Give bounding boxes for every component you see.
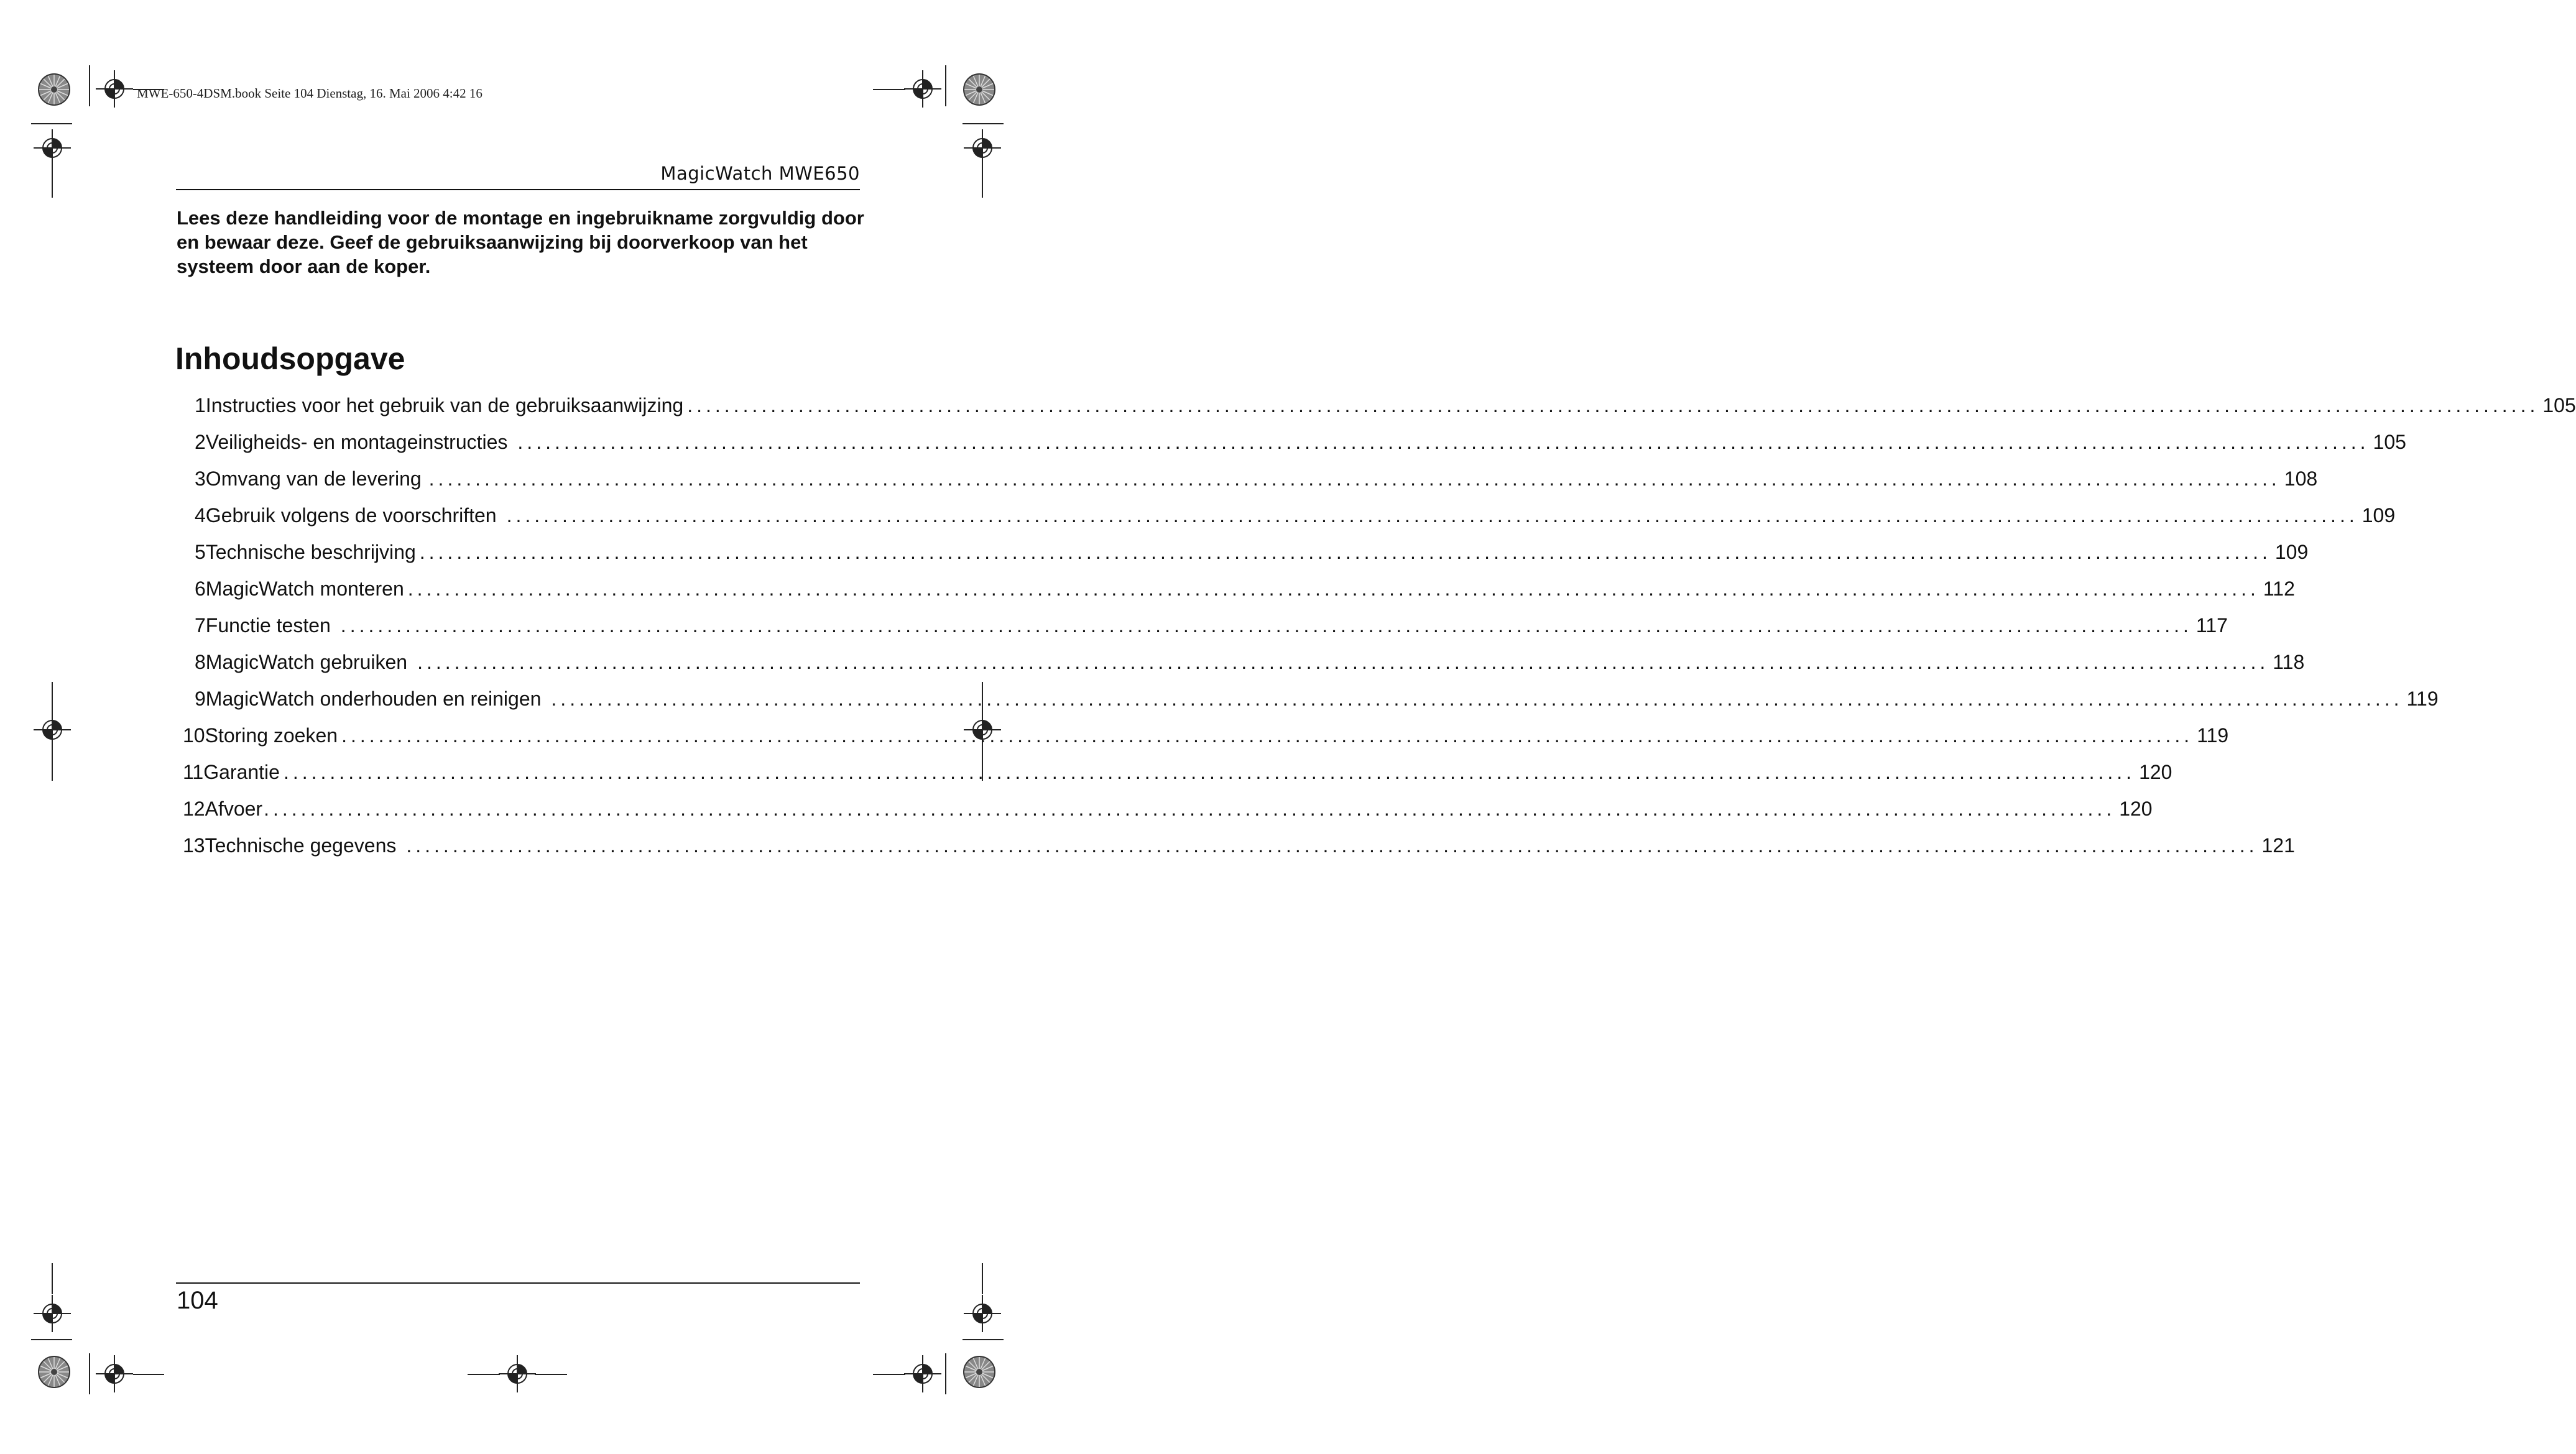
toc-entry-number: 2 (195, 431, 206, 453)
toc-entry[interactable] (195, 540, 2309, 564)
toc-leader-dots: ........................................................................................................................................................................................................ (406, 834, 2258, 857)
toc-entry-page: 121 (2261, 834, 2295, 857)
toc-leader-dots: ........................................................................................................................................................................................................ (517, 431, 2370, 453)
crop-mark (89, 65, 90, 106)
toc-entry-page: 109 (2274, 541, 2309, 563)
toc-entry-page: 109 (2361, 504, 2396, 527)
toc-entry-number: 12 (183, 798, 205, 820)
toc-title: Inhoudsopgave (175, 341, 405, 376)
crop-mark (982, 1263, 983, 1294)
registration-mark-icon (96, 70, 133, 108)
toc-entry-title: Omvang van de levering (205, 467, 422, 490)
toc-entry-title: Veiligheids- en montageinstructies (205, 431, 508, 453)
crop-mark (873, 1374, 905, 1375)
crop-mark (982, 167, 983, 198)
toc-entry-title: Gebruik volgens de voorschriften (205, 504, 497, 527)
crop-mark (468, 1374, 500, 1375)
crop-mark (31, 1339, 72, 1340)
toc-leader-dots: ........................................................................................................................................................................................................ (687, 394, 2539, 416)
toc-leader-dots: ........................................................................................................................................................................................................ (506, 504, 2358, 527)
registration-mark-icon (964, 129, 1001, 167)
toc-leader-dots: ........................................................................................................................................................................................................ (341, 724, 2194, 747)
toc-entry-page: 120 (2119, 798, 2153, 820)
crop-mark (535, 1374, 567, 1375)
crop-mark (963, 123, 1004, 124)
color-wheel-icon (37, 73, 71, 106)
toc-leader-dots: ........................................................................................................................................................................................................ (551, 688, 2403, 710)
running-header: MagicWatch MWE650 (660, 163, 860, 184)
toc-entry-page: 119 (2197, 724, 2229, 747)
toc-leader-dots: ........................................................................................................................................................................................................ (340, 614, 2192, 637)
crop-mark (52, 682, 53, 714)
page-number: 104 (177, 1287, 218, 1314)
toc-leader-dots: ........................................................................................................................................................................................................ (417, 651, 2269, 673)
toc-leader-dots: ........................................................................................................................................................................................................ (283, 761, 2136, 783)
toc-entry-title: Instructies voor het gebruik van de gebruiksaanwijzing (205, 394, 684, 416)
toc-entry-title: MagicWatch monteren (205, 577, 404, 600)
toc-leader-dots: ........................................................................................................................................................................................................ (419, 541, 2271, 563)
toc-entry-number: 1 (195, 394, 206, 416)
toc-entry[interactable] (195, 466, 2318, 491)
crop-mark (945, 65, 946, 106)
toc-entry-title: Functie testen (205, 614, 331, 637)
toc-entry-page: 105 (2542, 394, 2576, 416)
crop-mark (963, 1339, 1004, 1340)
color-wheel-icon (963, 73, 996, 106)
toc-entry-page: 108 (2284, 467, 2318, 490)
toc-entry[interactable] (183, 760, 2172, 785)
registration-mark-icon (34, 1295, 71, 1332)
toc-entry-title: Technische beschrijving (205, 541, 416, 563)
registration-mark-icon (34, 711, 71, 748)
toc-entry-number: 13 (183, 834, 205, 857)
toc-entry-number: 6 (195, 577, 206, 600)
toc-entry-title: MagicWatch onderhouden en reinigen (205, 688, 542, 710)
toc-entry-number: 5 (195, 541, 206, 563)
toc-entry-title: Technische gegevens (205, 834, 397, 857)
toc-entry[interactable] (195, 613, 2228, 638)
toc-entry-page: 119 (2406, 688, 2439, 710)
toc-entry[interactable] (183, 723, 2229, 748)
intro-paragraph: Lees deze handleiding voor de montage en ingebruikname zorgvuldig door en bewaar deze. Geef de gebruiksaanwijzing bij doorverkoop van het systeem door aan de koper. (177, 207, 864, 277)
toc-entry-page: 118 (2273, 651, 2305, 673)
toc-entry[interactable] (195, 430, 2406, 454)
registration-mark-icon (34, 129, 71, 167)
toc-entry-page: 117 (2195, 614, 2228, 637)
toc-entry-number: 3 (195, 467, 206, 490)
color-wheel-icon (37, 1355, 71, 1389)
crop-mark (31, 123, 72, 124)
toc-entry-number: 11 (183, 761, 204, 783)
toc-entry-page: 112 (2263, 577, 2295, 600)
book-file-meta: MWE-650-4DSM.book Seite 104 Dienstag, 16. Mai 2006 4:42 16 (137, 86, 482, 101)
toc-leader-dots: ........................................................................................................................................................................................................ (407, 577, 2260, 600)
toc-entry[interactable] (195, 650, 2305, 674)
toc-entry-page: 120 (2139, 761, 2172, 783)
crop-mark (873, 89, 905, 90)
toc-entry-number: 8 (195, 651, 206, 673)
toc-entry-number: 4 (195, 504, 206, 527)
registration-mark-icon (499, 1355, 536, 1392)
toc-entry[interactable] (195, 393, 2576, 418)
toc-leader-dots: ........................................................................................................................................................................................................ (428, 467, 2281, 490)
toc-entry-number: 7 (195, 614, 206, 637)
crop-mark (52, 167, 53, 198)
toc-entry[interactable] (195, 686, 2439, 711)
color-wheel-icon (963, 1355, 996, 1389)
toc-entry-number: 10 (183, 724, 205, 747)
toc-leader-dots: ........................................................................................................................................................................................................ (264, 798, 2116, 820)
toc-entry-title: MagicWatch gebruiken (205, 651, 408, 673)
crop-mark (89, 1353, 90, 1394)
registration-mark-icon (96, 1355, 133, 1392)
crop-mark (133, 1374, 164, 1375)
crop-mark (52, 1263, 53, 1294)
toc-entry-title: Afvoer (205, 798, 263, 820)
toc-entry-number: 9 (195, 688, 206, 710)
registration-mark-icon (904, 1355, 941, 1392)
toc-entry-page: 105 (2373, 431, 2406, 453)
crop-mark (945, 1353, 946, 1394)
toc-entry-title: Storing zoeken (205, 724, 338, 747)
registration-mark-icon (904, 70, 941, 108)
toc-entry[interactable] (183, 833, 2295, 858)
toc-entry[interactable] (183, 796, 2153, 821)
toc-entry-title: Garantie (203, 761, 280, 783)
registration-mark-icon (964, 1295, 1001, 1332)
header-rule (176, 189, 860, 190)
crop-mark (52, 748, 53, 781)
toc-entry[interactable] (195, 576, 2295, 601)
toc-entry[interactable] (195, 503, 2396, 528)
footer-rule (176, 1282, 860, 1284)
